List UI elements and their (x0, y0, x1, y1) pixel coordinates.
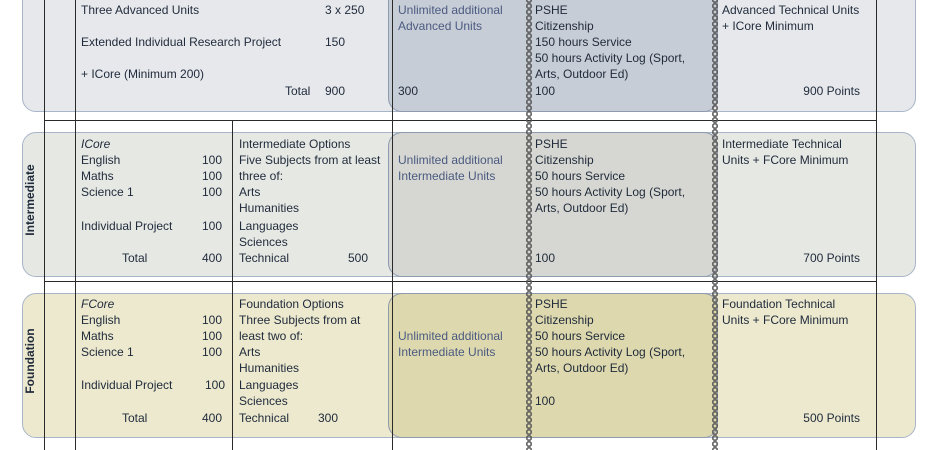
foundation-core-title: FCore (81, 297, 115, 311)
intermediate-core-name: Science 1 (81, 185, 134, 199)
advanced-total-label: Total (285, 84, 311, 98)
foundation-core-value: 100 (202, 313, 223, 327)
intermediate-core-name: Maths (81, 169, 114, 183)
foundation-enrichment-line: 50 hours Activity Log (Sport, (535, 345, 686, 359)
advanced-points: 900 Points (803, 84, 860, 98)
advanced-enrichment-line: 50 hours Activity Log (Sport, (535, 51, 686, 65)
grid-line (44, 120, 876, 121)
foundation-units-line: Intermediate Units (398, 345, 496, 359)
foundation-core-name: Science 1 (81, 345, 134, 359)
intermediate-core-value: 100 (202, 153, 223, 167)
intermediate-options-line: Languages (239, 219, 299, 233)
intermediate-enrichment-line: 50 hours Service (535, 169, 626, 183)
foundation-units-line: Unlimited additional (398, 329, 503, 343)
advanced-technical-line: + ICore Minimum (722, 19, 814, 33)
advanced-core-value: 3 x 250 (325, 3, 365, 17)
intermediate-enrichment-line: 50 hours Activity Log (Sport, (535, 185, 686, 199)
foundation-core-value: 100 (202, 329, 223, 343)
zigzag-divider (526, 0, 532, 450)
intermediate-core-name: English (81, 153, 121, 167)
foundation-options-line: Languages (239, 378, 299, 392)
foundation-enrichment-line: Citizenship (535, 313, 594, 327)
advanced-enrichment-total: 100 (535, 84, 556, 98)
foundation-core-value: 100 (205, 378, 226, 392)
advanced-enrichment-line: Arts, Outdoor Ed) (535, 67, 629, 81)
intermediate-enrichment-line: Citizenship (535, 153, 594, 167)
intermediate-units-line: Unlimited additional (398, 153, 503, 167)
foundation-options-line: Sciences (239, 394, 288, 408)
intermediate-label: Intermediate (23, 164, 37, 236)
foundation-options-line: Arts (239, 345, 261, 359)
foundation-enrichment-total: 100 (535, 394, 556, 408)
intermediate-options-line: Five Subjects from at least (239, 153, 381, 167)
grid-line (44, 0, 45, 450)
foundation-technical-line: Foundation Technical (722, 297, 836, 311)
advanced-core-value: 150 (325, 35, 346, 49)
foundation-options-value: 300 (318, 411, 339, 425)
advanced-core-line: Three Advanced Units (81, 3, 200, 17)
foundation-options-line: least two of: (239, 329, 304, 343)
foundation-total-label: Total (122, 411, 148, 425)
intermediate-points: 700 Points (803, 251, 860, 265)
intermediate-options-line: Intermediate Options (239, 137, 351, 151)
intermediate-options-value: 500 (348, 251, 369, 265)
intermediate-options-line: Humanities (239, 201, 300, 215)
advanced-technical-line: Advanced Technical Units (722, 3, 860, 17)
intermediate-core-title: ICore (81, 137, 111, 151)
foundation-options-line: Three Subjects from at (239, 313, 361, 327)
advanced-units-line: Unlimited additional (398, 3, 503, 17)
intermediate-enrichment-line: Arts, Outdoor Ed) (535, 201, 629, 215)
intermediate-options-line: three of: (239, 169, 284, 183)
grid-line (876, 0, 877, 450)
intermediate-total-label: Total (122, 251, 148, 265)
intermediate-technical-line: Units + FCore Minimum (722, 153, 849, 167)
intermediate-core-value: 100 (202, 219, 223, 233)
advanced-total-value: 900 (325, 84, 346, 98)
intermediate-core-name: Individual Project (81, 219, 173, 233)
foundation-core-value: 100 (202, 345, 223, 359)
advanced-enrichment-line: Citizenship (535, 19, 594, 33)
grid-line (232, 120, 233, 450)
advanced-enrichment-line: PSHE (535, 3, 568, 17)
advanced-enrichment-line: 150 hours Service (535, 35, 632, 49)
grid-line (392, 0, 393, 450)
foundation-label: Foundation (23, 328, 37, 394)
foundation-options-line: Foundation Options (239, 297, 344, 311)
intermediate-enrichment-line: PSHE (535, 137, 568, 151)
foundation-total-value: 400 (202, 411, 223, 425)
grid-line (44, 281, 876, 282)
foundation-options-last: Technical (239, 411, 290, 425)
intermediate-options-last: Technical (239, 251, 290, 265)
intermediate-options-line: Arts (239, 185, 261, 199)
foundation-core-name: Individual Project (81, 378, 173, 392)
foundation-enrichment-line: 50 hours Service (535, 329, 626, 343)
grid-line (75, 0, 76, 450)
foundation-points: 500 Points (803, 411, 860, 425)
advanced-units-line: Advanced Units (398, 19, 483, 33)
intermediate-total-value: 400 (202, 251, 223, 265)
intermediate-core-value: 100 (202, 169, 223, 183)
foundation-options-line: Humanities (239, 361, 300, 375)
intermediate-technical-line: Intermediate Technical (722, 137, 842, 151)
foundation-enrichment-line: Arts, Outdoor Ed) (535, 361, 629, 375)
intermediate-enrichment-total: 100 (535, 251, 556, 265)
advanced-units-total: 300 (398, 84, 419, 98)
foundation-technical-line: Units + FCore Minimum (722, 313, 849, 327)
foundation-core-name: Maths (81, 329, 114, 343)
intermediate-core-value: 100 (202, 185, 223, 199)
foundation-core-name: English (81, 313, 121, 327)
intermediate-options-line: Sciences (239, 235, 288, 249)
zigzag-divider (712, 0, 718, 450)
foundation-enrichment-line: PSHE (535, 297, 568, 311)
advanced-core-line: Extended Individual Research Project (81, 35, 282, 49)
advanced-core-line: + ICore (Minimum 200) (81, 67, 205, 81)
intermediate-units-line: Intermediate Units (398, 169, 496, 183)
